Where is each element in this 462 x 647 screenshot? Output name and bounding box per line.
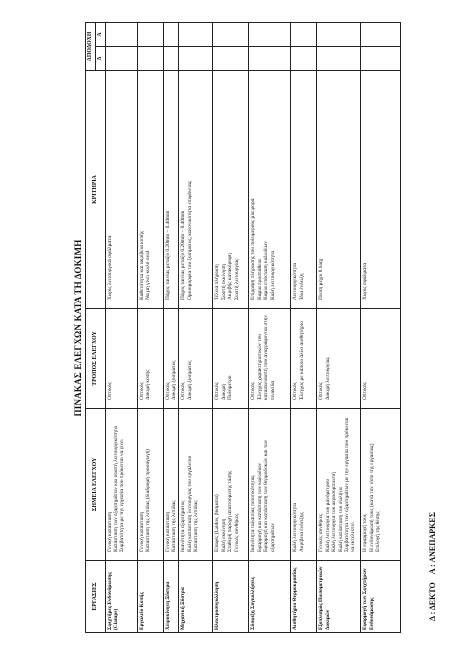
accept-a-cell[interactable] <box>163 23 179 47</box>
check-point-item: • Γενικές συνθήκες <box>318 411 324 552</box>
check-method-list <box>214 311 233 406</box>
check-method-list <box>250 311 276 406</box>
check-method-item: • Οπτικός <box>180 311 186 400</box>
inspection-table <box>85 22 401 633</box>
criterion-list <box>292 73 305 306</box>
check-method-item: • Οπτικός <box>139 311 145 400</box>
check-point-cell <box>163 409 179 561</box>
check-method-cell <box>179 309 213 409</box>
check-point-item: • Ακρίβεια ένδειξης <box>299 411 305 552</box>
check-point-list <box>292 411 305 558</box>
check-point-cell <box>105 409 137 561</box>
criterion-cell <box>213 71 249 309</box>
header-check-method: ΤΡΟΠΟΣ ΕΛΕΓΧΟΥ <box>86 309 106 409</box>
table-row <box>249 23 291 633</box>
operation-cell: Εργαλείο Κοπής <box>137 561 163 633</box>
page-title: ΠΙΝΑΚΑΣ ΕΛΕΓΧΩΝ ΚΑΤΑ ΤΗ ΔΟΚΙΜΗ <box>73 239 83 417</box>
check-point-cell <box>137 409 163 561</box>
check-method-item: • Δοκιμή <box>221 311 227 400</box>
check-point-list <box>250 411 276 558</box>
check-method-cell <box>213 309 249 409</box>
criterion-cell <box>179 71 213 309</box>
operation-cell: Ηλεκτροσυγκόλληση <box>213 561 249 633</box>
header-criteria: ΚΡΙΤΗΡΙΑ <box>86 71 106 309</box>
header-accept-d: Δ <box>95 47 105 71</box>
criterion-list <box>250 73 276 306</box>
check-method-item: • Έλεγχος με κάποιο άλλο αισθητήριο <box>299 311 305 400</box>
criterion-item: • Χωρίς σφάλματα <box>362 73 368 300</box>
check-point-item: • Καλή κατάσταση λειτουργίας του εργαλείου <box>187 411 193 552</box>
check-method-item: • Οπτικός <box>214 311 220 400</box>
header-acceptance: ΑΠΟΔΟΧΗ <box>86 23 96 71</box>
check-method-list <box>292 311 305 406</box>
criterion-item: • Πάχος ταινίας μεταξύ 0.20mm – 0.40mm <box>165 73 171 300</box>
table-row <box>317 23 361 633</box>
criterion-cell <box>105 71 137 309</box>
check-method-item: • Οπτικός <box>107 311 113 400</box>
check-method-list <box>318 311 331 406</box>
check-method-item: • Έλεγχος χαρακτηριστικών του κατασκευαστή που αναγράφονται στην πινακίδα <box>257 311 276 400</box>
criterion-cell <box>291 71 317 309</box>
check-point-item: • Κατάσταση της λεπίδας <box>171 411 177 552</box>
accept-a-cell[interactable] <box>291 23 317 47</box>
criterion-item: • Καθετότητα και ακρίβεια κοπής <box>139 73 145 300</box>
check-point-cell <box>179 409 213 561</box>
check-point-item: • Επιλογή της θέσης <box>375 411 381 552</box>
check-point-item: • Εφαρμογή και κατάσταση των θερμοδοκών και των εξαρτημάτων <box>263 411 276 552</box>
check-point-list <box>362 411 381 558</box>
criterion-list <box>318 73 324 306</box>
check-point-list <box>214 411 240 558</box>
operation-cell: Χειροκίνητη Ξύστρα <box>163 561 179 633</box>
check-point-item: • Συμβατότητα με την εργασία που πρόκειται να γίνει <box>119 411 125 552</box>
criterion-item: • Ακριβής κατακόρυφη <box>227 73 233 300</box>
check-point-item: • Κατάσταση της λεπίδας (διαδρομή προσαγωγή) <box>145 411 151 552</box>
check-point-item: • Καλή κατάσταση του σωλήνα <box>338 411 344 552</box>
check-method-cell <box>317 309 361 409</box>
table-body <box>105 23 401 633</box>
criterion-item: • Καμία προσπάθεια <box>257 73 263 300</box>
criterion-item: • Ίδια ένδειξη <box>299 73 305 300</box>
accept-a-cell[interactable] <box>105 23 137 47</box>
accept-d-cell[interactable] <box>179 47 213 71</box>
accept-d-cell[interactable] <box>317 47 361 71</box>
header-accept-a: Α <box>95 23 105 47</box>
check-method-cell <box>137 309 163 409</box>
criterion-cell <box>317 71 361 309</box>
accept-d-cell[interactable] <box>163 47 179 71</box>
operation-cell: Αισθητήριο Θερμοκρασίας <box>291 561 317 633</box>
operation-cell: Σύσφιξη Συγκολλήσεις <box>249 561 291 633</box>
table-row <box>163 23 179 633</box>
criterion-list <box>107 73 113 306</box>
header-check-points: ΣΗΜΕΙΑ ΕΛΕΓΧΟΥ <box>86 409 106 561</box>
criterion-cell <box>361 71 401 309</box>
check-method-item: • Δοκιμή κοπής <box>145 311 151 400</box>
check-method-item: • Οπτικός <box>250 311 256 400</box>
legend-accepted: Δ : ΔΕΚΤΟ <box>428 582 437 621</box>
check-point-item: • Γενική κατάσταση <box>139 411 145 552</box>
table-row <box>105 23 137 633</box>
check-point-item: • Σταθερή παροχή απαιτούμενης τάσης <box>227 411 233 552</box>
check-point-item: • Κατάσταση της λεπίδας <box>193 411 199 552</box>
check-point-item: • Εφαρμογή και κατάσταση των καλωδίων <box>257 411 263 552</box>
criterion-item: • Καμία επέκταση καλωδίων <box>263 73 269 300</box>
check-point-list <box>180 411 199 558</box>
check-point-list <box>107 411 126 558</box>
criterion-list <box>180 73 193 306</box>
legend-rejected: Α : ΑΝΕΠΑΡΚΕΣ <box>428 512 437 575</box>
criterion-list <box>214 73 240 306</box>
check-point-cell <box>317 409 361 561</box>
criterion-item: • Τέλεια πλήρωση <box>214 73 220 300</box>
check-point-item: • Γενική κατάσταση <box>107 411 113 552</box>
check-point-item: • Γενική κατάσταση <box>165 411 171 552</box>
operation-cell: Εφαρμογή των Σφιχτήρων Ενδυνάμωσης <box>361 561 401 633</box>
check-method-item: • Οπτικός <box>165 311 171 400</box>
criterion-item: • Επίρριψη πλήρωσης του πολυμερούς μία φορά <box>250 73 256 300</box>
check-point-item: • Καλή λειτουργία του μανόμετρου <box>325 411 331 552</box>
criterion-cell <box>137 71 163 309</box>
check-point-list <box>318 411 356 558</box>
table-row <box>137 23 163 633</box>
check-point-cell <box>361 409 401 561</box>
criterion-list <box>139 73 152 306</box>
table-row <box>213 23 249 633</box>
check-point-item: • Ικανότητα εξαρτήματος <box>180 411 186 552</box>
check-method-item: • Οπτικός <box>318 311 324 400</box>
check-point-item: • Κατάσταση των εξαρτημάτων και σωστή λειτουργικότητα <box>113 411 119 552</box>
check-point-item: • Ικανότητα ταλαιπίας ποιοτικότητας <box>250 411 256 552</box>
check-point-cell <box>213 409 249 561</box>
check-point-item: • Επαφές (Laidos, βύσματα) <box>214 411 220 552</box>
check-method-list <box>362 311 368 406</box>
accept-a-cell[interactable] <box>179 23 213 47</box>
check-point-item: • Η ενδυνάμωσή τους (κατά τον τόπο της εργασίας) <box>369 411 375 552</box>
check-point-item: • Καλή λειτουργικότητα <box>292 411 298 552</box>
check-point-item: • Η εφαρμογή τους <box>362 411 368 552</box>
accept-d-cell[interactable] <box>249 47 291 71</box>
criterion-item: • Σωστή λειτουργίας <box>234 73 240 300</box>
check-method-list <box>139 311 152 406</box>
check-method-item: • Δοκιμή ξυσίματος <box>187 311 193 400</box>
check-method-item: • Πολύμετρο <box>227 311 233 400</box>
criterion-item: • Ομοιομορφία του ξυσίματος, κανονικότητα επιφάνειας <box>187 73 193 300</box>
check-point-item: • Καλή λειτουργία του αεροσυμπιεστή <box>331 411 337 552</box>
accept-d-cell[interactable] <box>137 47 163 71</box>
check-point-cell <box>249 409 291 561</box>
criterion-cell <box>249 71 291 309</box>
operation-cell: Μηχανική Ξύστρα <box>179 561 213 633</box>
accept-a-cell[interactable] <box>213 23 249 47</box>
accept-d-cell[interactable] <box>213 47 249 71</box>
check-point-item: • Γενικές συνθήκες <box>234 411 240 552</box>
accept-d-cell[interactable] <box>105 47 137 71</box>
check-method-cell <box>361 309 401 409</box>
check-method-cell <box>291 309 317 409</box>
operation-cell: Σφιχτήρες Ενδυνάμωσης (Clamps) <box>105 561 137 633</box>
operation-cell: Εξοπλισμός Πιεσομετρικών Δοκιμών <box>317 561 361 633</box>
check-method-item: • Οπτικός <box>362 311 368 400</box>
check-method-cell <box>105 309 137 409</box>
check-method-list <box>180 311 193 406</box>
check-point-item: • Καλή εκκίνηση <box>221 411 227 552</box>
accept-a-cell[interactable] <box>317 23 361 47</box>
legend <box>428 506 437 621</box>
accept-a-cell[interactable] <box>249 23 291 47</box>
check-point-item: • Συμβατότητα των εξαρτημάτων με την εργασία που πρόκειται να εκτελεστεί <box>344 411 357 552</box>
accept-a-cell[interactable] <box>361 23 401 47</box>
table-row <box>361 23 401 633</box>
check-method-item: • Οπτικός <box>292 311 298 400</box>
check-point-cell <box>291 409 317 561</box>
table-row <box>179 23 213 633</box>
check-method-list <box>107 311 113 406</box>
criterion-list <box>165 73 171 306</box>
check-point-list <box>139 411 152 558</box>
criterion-list <box>362 73 368 306</box>
check-method-item: • Δοκιμή ξυσίματος <box>171 311 177 400</box>
criterion-item: • Λειτουργικότητα <box>292 73 298 300</box>
criterion-item: • Καλή λειτουργικότητα <box>270 73 276 300</box>
criterion-cell <box>163 71 179 309</box>
criterion-item: • Σωστή εκκίνηση <box>221 73 227 300</box>
accept-d-cell[interactable] <box>361 47 401 71</box>
criterion-item: • Πίεση μέχρι 6 barg <box>318 73 324 300</box>
header-operations: ΕΡΓΑΣΙΕΣ <box>86 561 106 633</box>
check-method-list <box>165 311 178 406</box>
check-method-item: • Δοκιμή λειτουργίας <box>325 311 331 400</box>
check-point-list <box>165 411 178 558</box>
criterion-item: • Να μη γίνει κοιλό oval <box>145 73 151 300</box>
check-method-cell <box>249 309 291 409</box>
accept-a-cell[interactable] <box>137 23 163 47</box>
table-row <box>291 23 317 633</box>
criterion-item: • Χωρίς λειτουργικά σφάλματα <box>107 73 113 300</box>
accept-d-cell[interactable] <box>291 47 317 71</box>
criterion-item: • Πάχος ταινίας μεταξύ 0.20mm – 0.40mm <box>180 73 186 300</box>
check-method-cell <box>163 309 179 409</box>
